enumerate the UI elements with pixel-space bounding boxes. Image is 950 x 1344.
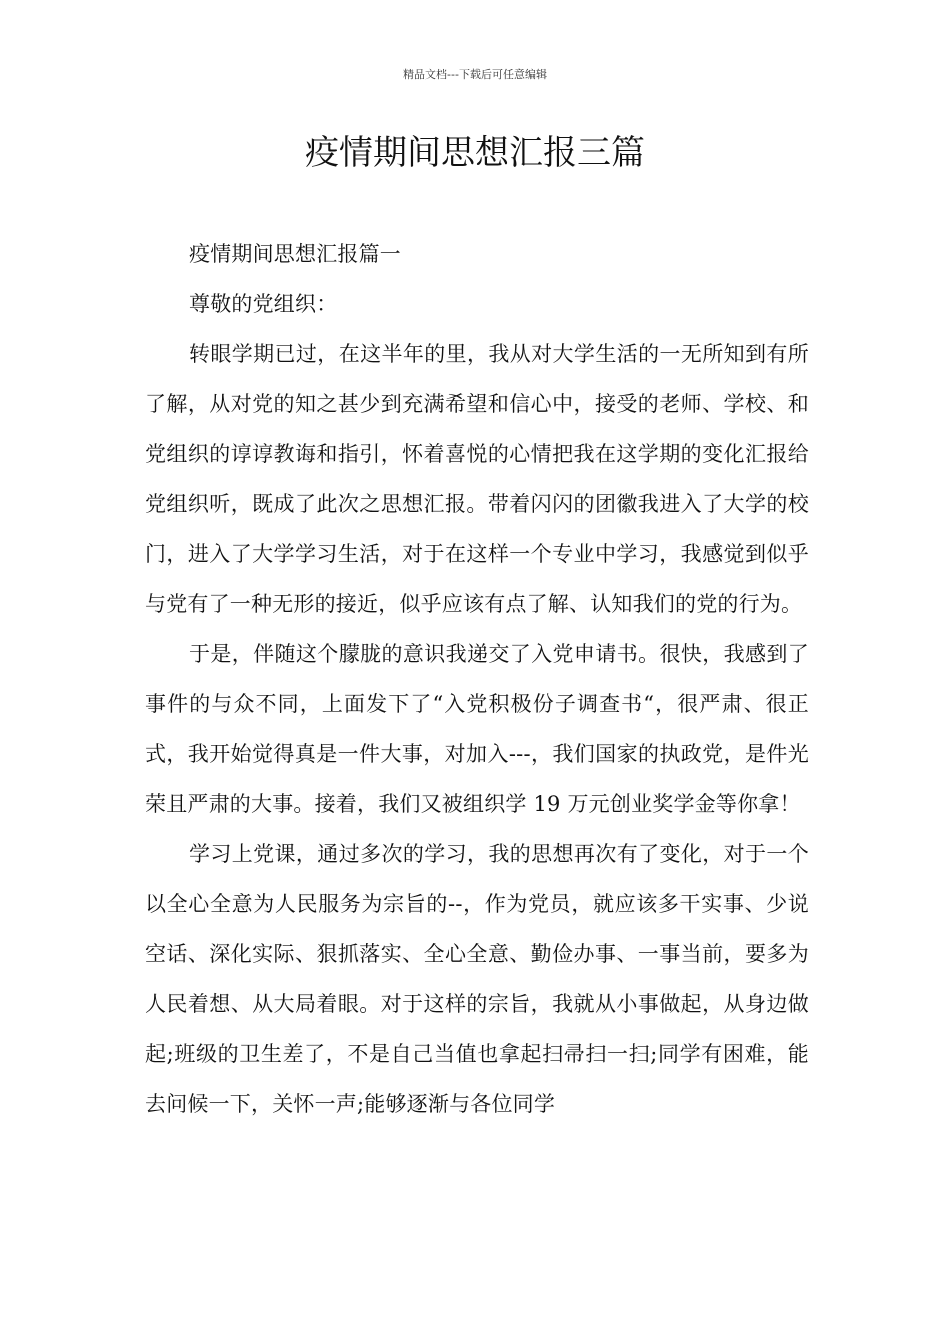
salutation: 尊敬的党组织： xyxy=(189,292,338,316)
body-paragraph: 于是，伴随这个朦胧的意识我递交了入党申请书。很快，我感到了事件的与众不同，上面发下了“入党积极份子调查书“，很严肃、很正式，我开始觉得真是一件大事，对加入---，我们国家的执政党，是件光荣且严肃的大事。接着，我们又被组织学 19 万元创业奖学金等你拿！ xyxy=(145,642,809,816)
body-paragraph: 转眼学期已过，在这半年的里，我从对大学生活的一无所知到有所了解，从对党的知之甚少到充满希望和信心中，接受的老师、学校、和党组织的谆谆教诲和指引，怀着喜悦的心情把我在这学期的变化汇报给党组织听，既成了此次之思想汇报。带着闪闪的团徽我进入了大学的校门，进入了大学学习生活，对于在这样一个专业中学习，我感觉到似乎与党有了一种无形的接近，似乎应该有点了解、认知我们的党的行为。 xyxy=(145,342,809,616)
section-heading: 疫情期间思想汇报篇一 xyxy=(189,242,401,266)
header-note: 精品文档---下载后可任意编辑 xyxy=(403,68,547,81)
document-title: 疫情期间思想汇报三篇 xyxy=(305,133,645,173)
body-paragraph: 学习上党课，通过多次的学习，我的思想再次有了变化，对于一个以全心全意为人民服务为宗旨的--，作为党员，就应该多干实事、少说空话、深化实际、狠抓落实、全心全意、勤俭办事、一事当前，要多为人民着想、从大局着眼。对于这样的宗旨，我就从小事做起，从身边做起;班级的卫生差了，不是自己当值也拿起扫帚扫一扫;同学有困难，能去问候一下，关怀一声;能够逐渐与各位同学 xyxy=(145,842,809,1116)
document-body xyxy=(145,229,809,1129)
